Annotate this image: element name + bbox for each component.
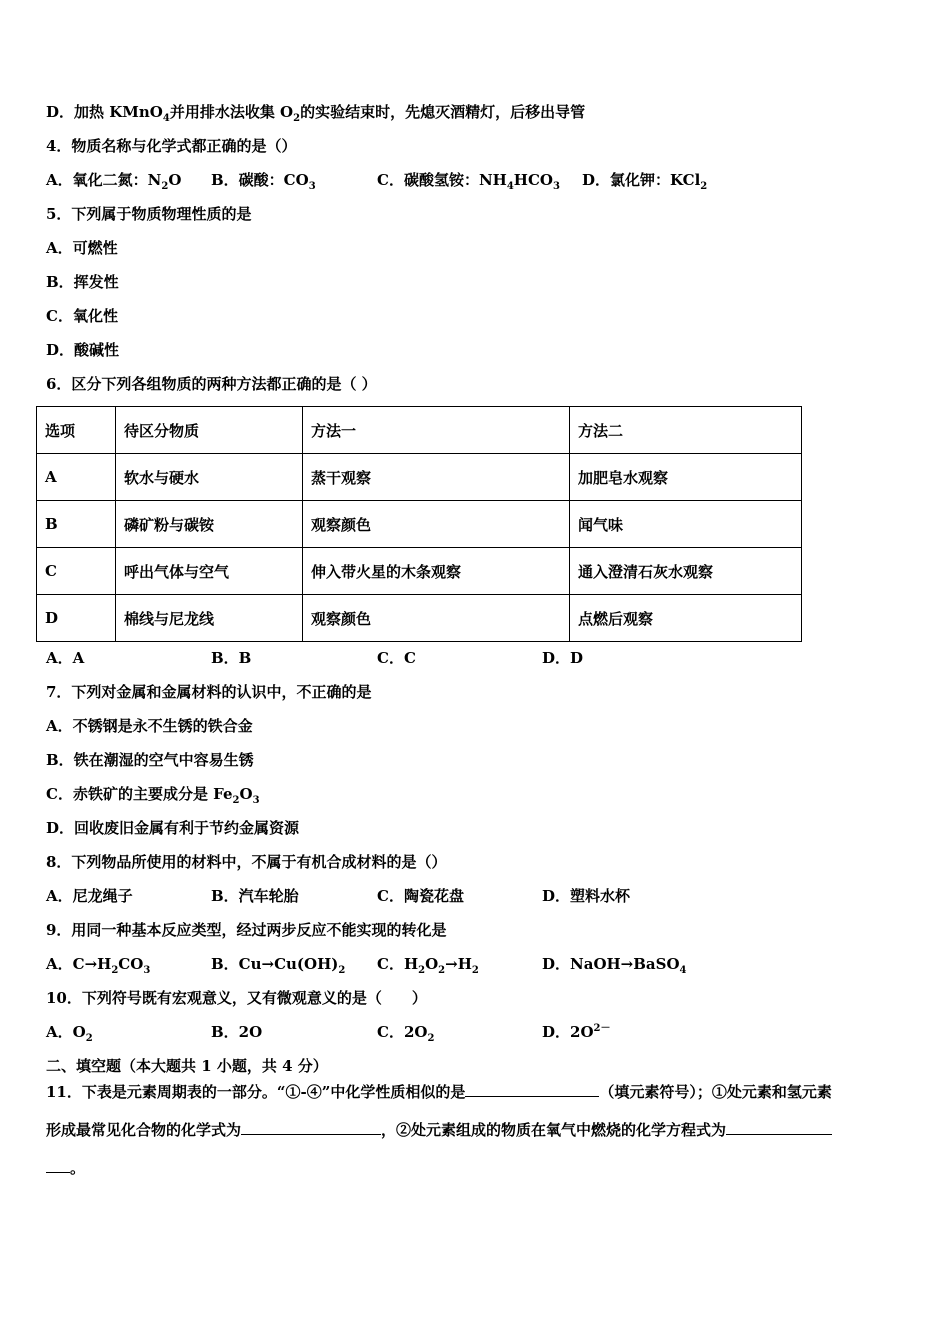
question-11-line-2: 形成最常见化合物的化学式为 ，②处元素组成的物质在氧气中燃烧的化学方程式为 (46, 1118, 832, 1140)
q10-option-b: B．2O (211, 1023, 263, 1041)
q4-option-d: D．氯化钾：KCl$_2$ (582, 171, 708, 192)
answer-blank-3-cont[interactable] (46, 1156, 70, 1173)
q5-option-c: C．氧化性 (46, 307, 118, 325)
q5-option-d: D．酸碱性 (46, 341, 120, 359)
table-cell: 呼出气体与空气 (116, 548, 303, 595)
option-d-kmno4: D．加热 KMnO$_4$并用排水法收集 $O_2$的实验结束时，先熄灭酒精灯，后移出导管 (46, 103, 586, 124)
q6-option-c: C．C (377, 649, 416, 667)
q9-option-b: B．$Cu\to Cu(OH)_2$ (211, 955, 346, 976)
q10-option-c: C．$2O_2$ (377, 1023, 435, 1044)
question-8: 8．下列物品所使用的材料中，不属于有机合成材料的是（） (46, 853, 447, 871)
q7-option-c: C．赤铁矿的主要成分是 $Fe_2O_3$ (46, 785, 260, 806)
q9-option-d: D．NaOH→BaSO$_4$ (542, 955, 687, 976)
question-7: 7．下列对金属和金属材料的认识中，不正确的是 (46, 683, 372, 701)
q7-option-a: A．不锈钢是永不生锈的铁合金 (46, 717, 253, 735)
question-5: 5．下列属于物质物理性质的是 (46, 205, 252, 223)
q4-option-b: B．碳酸：$CO_3$ (211, 171, 316, 192)
table-cell: B (37, 501, 116, 548)
table-cell: A (37, 454, 116, 501)
question-6: 6．区分下列各组物质的两种方法都正确的是（ ） (46, 375, 377, 393)
q6-option-b: B．B (211, 649, 252, 667)
table-header-cell: 选项 (37, 407, 116, 454)
q6-option-d: D．D (542, 649, 584, 667)
table-cell: 观察颜色 (303, 595, 570, 642)
q8-option-d: D．塑料水杯 (542, 887, 631, 905)
table-cell: 蒸干观察 (303, 454, 570, 501)
table-row (37, 548, 802, 595)
q5-option-a: A．可燃性 (46, 239, 118, 257)
section-2-heading: 二、填空题（本大题共 1 小题，共 4 分） (46, 1057, 328, 1075)
q6-table (36, 406, 802, 642)
table-cell: D (37, 595, 116, 642)
table-row (37, 454, 802, 501)
q8-option-b: B．汽车轮胎 (211, 887, 299, 905)
q9-option-a: A．$C\to H_2CO_3$ (46, 955, 151, 976)
table-cell: 点燃后观察 (570, 595, 802, 642)
table-cell: 磷矿粉与碳铵 (116, 501, 303, 548)
table-cell: 棉线与尼龙线 (116, 595, 303, 642)
table-row (37, 595, 802, 642)
q4-option-a: A．氧化二氮：$N_2O$ (46, 171, 182, 192)
answer-blank-2[interactable] (241, 1118, 381, 1135)
question-4: 4．物质名称与化学式都正确的是（） (46, 137, 297, 155)
table-cell: 软水与硬水 (116, 454, 303, 501)
table-cell: 观察颜色 (303, 501, 570, 548)
q8-option-c: C．陶瓷花盘 (377, 887, 464, 905)
table-cell: 闻气味 (570, 501, 802, 548)
q4-option-c: C．碳酸氢铵：$NH_4HCO_3$ (377, 171, 560, 192)
question-11-line-3: 。 (46, 1156, 85, 1178)
q7-option-d: D．回收废旧金属有利于节约金属资源 (46, 819, 300, 837)
table-cell: 通入澄清石灰水观察 (570, 548, 802, 595)
question-10: 10．下列符号既有宏观意义，又有微观意义的是（ ） (46, 989, 427, 1007)
q10-option-a: A．$O_2$ (46, 1023, 93, 1044)
q7-option-b: B．铁在潮湿的空气中容易生锈 (46, 751, 254, 769)
q9-option-c: C．$H_2O_2\to H_2$ (377, 955, 479, 976)
q5-option-b: B．挥发性 (46, 273, 119, 291)
table-header-cell: 待区分物质 (116, 407, 303, 454)
table-cell: C (37, 548, 116, 595)
table-cell: 伸入带火星的木条观察 (303, 548, 570, 595)
answer-blank-3[interactable] (726, 1118, 832, 1135)
q10-option-d: D．$2O^{2-}$ (542, 1023, 611, 1041)
table-row (37, 501, 802, 548)
q6-option-a: A．A (46, 649, 85, 667)
table-header-row (37, 407, 802, 454)
question-11-line-1: 11．下表是元素周期表的一部分。“①-④”中化学性质相似的是 （填元素符号）；①处元素和氢元素 (46, 1080, 832, 1102)
table-header-cell: 方法二 (570, 407, 802, 454)
table-header-cell: 方法一 (303, 407, 570, 454)
q8-option-a: A．尼龙绳子 (46, 887, 133, 905)
table-cell: 加肥皂水观察 (570, 454, 802, 501)
answer-blank-1[interactable] (465, 1080, 599, 1097)
question-9: 9．用同一种基本反应类型，经过两步反应不能实现的转化是 (46, 921, 447, 939)
